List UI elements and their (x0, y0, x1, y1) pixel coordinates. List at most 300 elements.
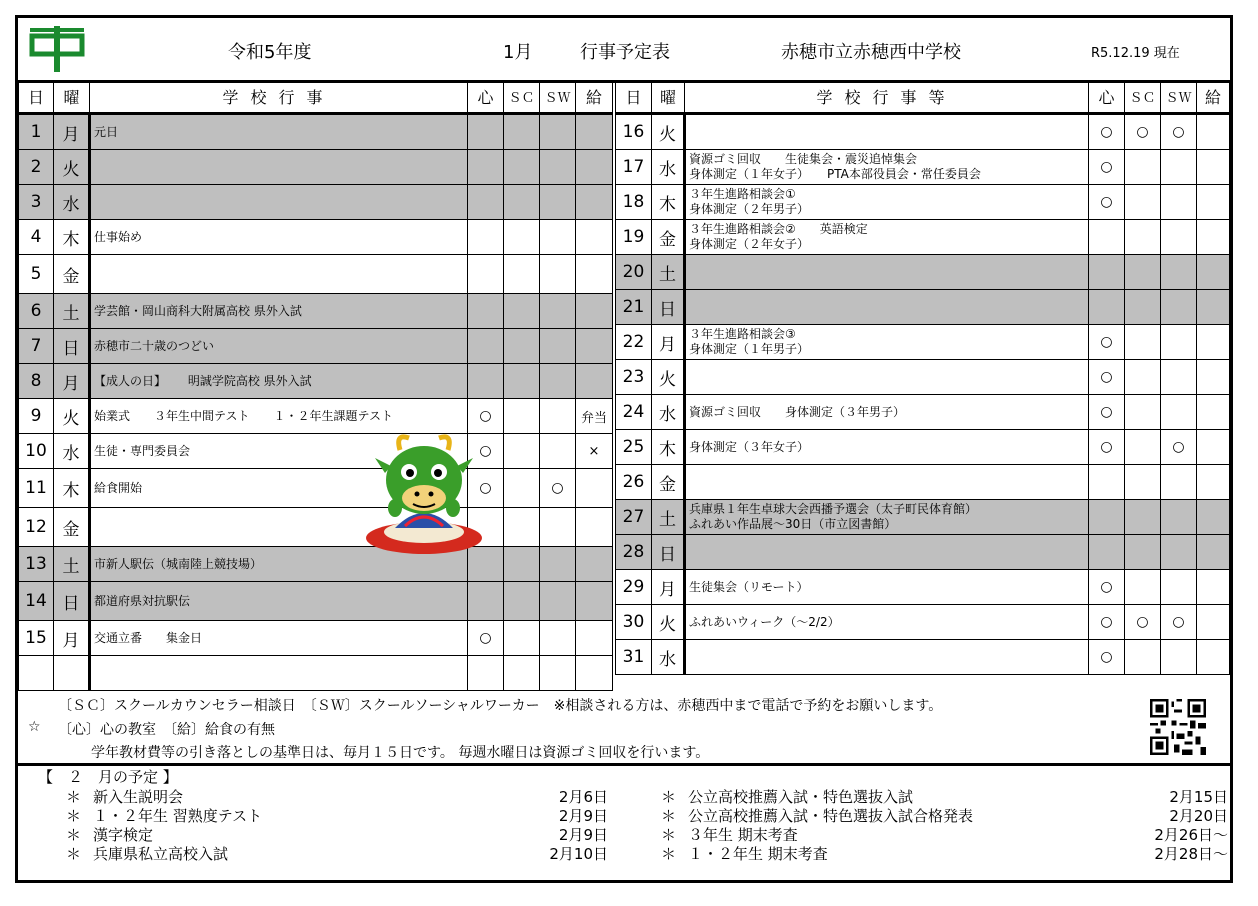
event-text: 仕事始め (90, 220, 468, 255)
day-of-week: 水 (652, 395, 685, 430)
mark-sw (1161, 360, 1197, 395)
event-text (685, 255, 1089, 290)
event-text: 資源ゴミ回収 生徒集会・震災追悼集会 身体測定（１年女子） PTA本部役員会・常任委員会 (685, 150, 1089, 185)
day-of-week (54, 656, 90, 691)
event-text: 生徒集会（リモート） (685, 570, 1089, 605)
mark-kokoro: ○ (1089, 395, 1125, 430)
header-sc: ＳＣ (504, 81, 540, 114)
mark-kokoro: ○ (1089, 150, 1125, 185)
mark-sc (1125, 500, 1161, 535)
table-row (616, 360, 1230, 395)
mark-kokoro (468, 329, 504, 364)
february-item-label: 公立高校推薦入試・特色選抜入試 (688, 788, 914, 806)
day-of-week: 火 (652, 605, 685, 640)
mark-sc (1125, 570, 1161, 605)
mark-sw (1161, 395, 1197, 430)
event-text: 市新人駅伝（城南陸上競技場） (90, 547, 468, 582)
event-text: ふれあいウィーク（～2/2） (685, 605, 1089, 640)
mark-sc (504, 434, 540, 469)
mark-kyu (576, 185, 613, 220)
table-row (19, 364, 613, 399)
dragon-mascot-icon (365, 428, 483, 556)
mark-sc (504, 469, 540, 508)
day-of-week: 火 (54, 150, 90, 185)
school-emblem-icon (28, 24, 86, 74)
header-sw: ＳＷ (1161, 81, 1197, 114)
table-row (616, 605, 1230, 640)
table-row (616, 290, 1230, 325)
fiscal-year: 令和5年度 (228, 42, 312, 63)
mark-sc (1125, 430, 1161, 465)
mark-sc (504, 364, 540, 399)
qr-code-icon[interactable] (1150, 699, 1206, 755)
event-text: ３年生進路相談会③ 身体測定（１年男子） (685, 325, 1089, 360)
day-number: 29 (616, 570, 652, 605)
february-item-label: 漢字検定 (93, 826, 154, 844)
mark-sc (1125, 150, 1161, 185)
mark-sc (1125, 360, 1161, 395)
note-legend: 〔心〕心の教室 〔給〕給食の有無 (58, 722, 275, 738)
table-row (616, 465, 1230, 500)
mark-sw: ○ (1161, 605, 1197, 640)
mark-kyu (1197, 605, 1230, 640)
mark-sw: ○ (540, 469, 576, 508)
table-row (19, 469, 613, 508)
day-of-week: 水 (652, 640, 685, 675)
mark-kyu (576, 114, 613, 150)
mark-sc (1125, 290, 1161, 325)
mark-kyu (576, 364, 613, 399)
day-number: 11 (19, 469, 54, 508)
mark-kokoro (468, 185, 504, 220)
calendar-right (615, 80, 1230, 675)
mark-kyu (1197, 465, 1230, 500)
day-number: 26 (616, 465, 652, 500)
header-dow: 曜 (652, 81, 685, 114)
event-text (90, 185, 468, 220)
calendar-left (18, 80, 613, 691)
day-of-week: 土 (652, 500, 685, 535)
mark-kyu (1197, 114, 1230, 150)
mark-sc (1125, 220, 1161, 255)
day-of-week: 月 (652, 570, 685, 605)
page-title: 行事予定表 (580, 42, 670, 63)
mark-kyu (576, 621, 613, 656)
header-kyu: 給 (1197, 81, 1230, 114)
february-item-date: 2月28日～ (1154, 845, 1228, 863)
mark-kyu (1197, 395, 1230, 430)
day-number: 3 (19, 185, 54, 220)
event-text: 都道府県対抗駅伝 (90, 582, 468, 621)
day-of-week: 木 (652, 430, 685, 465)
event-text: 兵庫県１年生卓球大会西播予選会（太子町民体育館） ふれあい作品展～30日（市立図書館） (685, 500, 1089, 535)
day-number: 28 (616, 535, 652, 570)
mark-kokoro (1089, 220, 1125, 255)
day-number: 7 (19, 329, 54, 364)
day-number: 31 (616, 640, 652, 675)
mark-sc (1125, 640, 1161, 675)
mark-sw (1161, 465, 1197, 500)
event-text (90, 656, 468, 691)
mark-kyu (1197, 360, 1230, 395)
mark-sc: ○ (1125, 605, 1161, 640)
mark-sc: ○ (1125, 114, 1161, 150)
event-text (685, 535, 1089, 570)
mark-kyu (576, 469, 613, 508)
title-bar (18, 18, 1230, 83)
mark-kyu (576, 582, 613, 621)
mark-sc (504, 399, 540, 434)
mark-kokoro (468, 364, 504, 399)
table-row (19, 547, 613, 582)
mark-kokoro: ○ (1089, 605, 1125, 640)
day-of-week: 金 (652, 465, 685, 500)
mark-sc (504, 621, 540, 656)
day-number: 9 (19, 399, 54, 434)
mark-kokoro: ○ (468, 469, 504, 508)
event-text: 身体測定（３年女子） (685, 430, 1089, 465)
mark-kyu (1197, 535, 1230, 570)
bullet-icon: ＊ (66, 807, 82, 825)
event-text: 【成人の日】 明誠学院高校 県外入試 (90, 364, 468, 399)
mark-kyu (1197, 255, 1230, 290)
header-sc: ＳＣ (1125, 81, 1161, 114)
february-item-label: ３年生 期末考査 (688, 826, 798, 844)
header-event: 学校行事 (90, 81, 468, 114)
mark-kokoro: ○ (1089, 360, 1125, 395)
mark-sc (1125, 325, 1161, 360)
mark-sw (540, 582, 576, 621)
table-row (19, 220, 613, 255)
day-number: 23 (616, 360, 652, 395)
day-number: 27 (616, 500, 652, 535)
header-kyu: 給 (576, 81, 613, 114)
header-sw: ＳＷ (540, 81, 576, 114)
mark-kokoro: ○ (1089, 640, 1125, 675)
mark-kokoro (1089, 255, 1125, 290)
mark-sc (504, 508, 540, 547)
february-item-date: 2月10日 (549, 845, 608, 863)
day-of-week: 土 (54, 294, 90, 329)
mark-kokoro (1089, 290, 1125, 325)
header-day: 日 (19, 81, 54, 114)
event-text (685, 360, 1089, 395)
mark-sw (540, 508, 576, 547)
table-row (19, 399, 613, 434)
day-number: 4 (19, 220, 54, 255)
mark-kokoro (1089, 535, 1125, 570)
mark-sc (1125, 255, 1161, 290)
day-of-week: 水 (54, 185, 90, 220)
header-dow: 曜 (54, 81, 90, 114)
event-text (90, 150, 468, 185)
day-of-week: 日 (652, 290, 685, 325)
mark-sw (1161, 325, 1197, 360)
day-of-week: 月 (54, 364, 90, 399)
day-of-week: 火 (54, 399, 90, 434)
event-text (685, 465, 1089, 500)
table-row (616, 640, 1230, 675)
table-row (616, 114, 1230, 150)
day-number (19, 656, 54, 691)
day-number: 2 (19, 150, 54, 185)
mark-sw (540, 220, 576, 255)
month-label: 1月 (503, 42, 533, 63)
february-item-date: 2月9日 (558, 826, 608, 844)
mark-kyu: 弁当 (576, 399, 613, 434)
mark-kyu (1197, 500, 1230, 535)
mark-sw: ○ (1161, 114, 1197, 150)
day-number: 22 (616, 325, 652, 360)
day-number: 12 (19, 508, 54, 547)
day-number: 13 (19, 547, 54, 582)
mark-sc (504, 150, 540, 185)
mark-sw (1161, 570, 1197, 605)
february-item-label: 公立高校推薦入試・特色選抜入試合格発表 (688, 807, 974, 825)
table-row (19, 114, 613, 150)
table-row (19, 255, 613, 294)
mark-kokoro (468, 294, 504, 329)
mark-sc (1125, 535, 1161, 570)
mark-kokoro: ○ (1089, 325, 1125, 360)
table-row (616, 570, 1230, 605)
mark-kokoro: ○ (468, 621, 504, 656)
mark-sw (1161, 500, 1197, 535)
mark-kyu (576, 656, 613, 691)
day-of-week: 月 (652, 325, 685, 360)
mark-sw (540, 621, 576, 656)
day-of-week: 日 (652, 535, 685, 570)
mark-kyu (1197, 325, 1230, 360)
bullet-icon: ＊ (661, 845, 677, 863)
table-row (616, 395, 1230, 430)
mark-sc (1125, 395, 1161, 430)
day-of-week: 月 (54, 114, 90, 150)
bullet-icon: ＊ (66, 826, 82, 844)
day-number: 18 (616, 185, 652, 220)
day-number: 16 (616, 114, 652, 150)
day-number: 21 (616, 290, 652, 325)
header-kokoro: 心 (1089, 81, 1125, 114)
school-name: 赤穂市立赤穂西中学校 (781, 42, 961, 63)
mark-kokoro (468, 114, 504, 150)
mark-kokoro (1089, 500, 1125, 535)
day-number: 15 (19, 621, 54, 656)
event-text (90, 255, 468, 294)
mark-kokoro (468, 150, 504, 185)
day-number: 19 (616, 220, 652, 255)
february-item-label: １・２年生 習熟度テスト (93, 807, 263, 825)
mark-kokoro: ○ (1089, 430, 1125, 465)
mark-kyu (576, 150, 613, 185)
mark-sw (540, 656, 576, 691)
mark-sw (540, 294, 576, 329)
table-row (616, 185, 1230, 220)
day-of-week: 土 (54, 547, 90, 582)
mark-sw (1161, 150, 1197, 185)
event-text: ３年生進路相談会② 英語検定 身体測定（２年女子） (685, 220, 1089, 255)
mark-sc (504, 185, 540, 220)
day-of-week: 金 (652, 220, 685, 255)
bullet-icon: ＊ (66, 845, 82, 863)
table-row (19, 185, 613, 220)
table-row (616, 255, 1230, 290)
bullet-icon: ＊ (661, 826, 677, 844)
mark-sc (1125, 465, 1161, 500)
day-number: 25 (616, 430, 652, 465)
mark-kyu: × (576, 434, 613, 469)
event-text: 給食開始 (90, 469, 468, 508)
day-number: 10 (19, 434, 54, 469)
event-text: 資源ゴミ回収 身体測定（３年男子） (685, 395, 1089, 430)
table-row (19, 582, 613, 621)
mark-sw (540, 185, 576, 220)
table-row (616, 535, 1230, 570)
day-of-week: 日 (54, 582, 90, 621)
table-row (19, 656, 613, 691)
table-row (19, 434, 613, 469)
day-of-week: 火 (652, 114, 685, 150)
day-number: 17 (616, 150, 652, 185)
mark-sw (540, 547, 576, 582)
february-schedule (18, 766, 1230, 882)
day-of-week: 日 (54, 329, 90, 364)
day-number: 20 (616, 255, 652, 290)
event-text (685, 640, 1089, 675)
note-counselor: 〔ＳＣ〕スクールカウンセラー相談日 〔ＳＷ〕スクールソーシャルワーカー ※相談される方は、赤穂西中まで電話で予約をお願いします。 (58, 698, 943, 714)
day-of-week: 月 (54, 621, 90, 656)
mark-kyu (1197, 290, 1230, 325)
mark-sw (540, 364, 576, 399)
mark-kyu (576, 220, 613, 255)
mark-kokoro: ○ (1089, 114, 1125, 150)
mark-kokoro: ○ (468, 399, 504, 434)
day-of-week: 水 (652, 150, 685, 185)
february-item-date: 2月15日 (1169, 788, 1228, 806)
event-text: ３年生進路相談会① 身体測定（２年男子） (685, 185, 1089, 220)
day-of-week: 水 (54, 434, 90, 469)
bullet-icon: ＊ (66, 788, 82, 806)
day-number: 5 (19, 255, 54, 294)
mark-kokoro (1089, 465, 1125, 500)
event-text: 交通立番 集金日 (90, 621, 468, 656)
day-number: 6 (19, 294, 54, 329)
mark-kyu (576, 508, 613, 547)
mark-sw (1161, 640, 1197, 675)
mark-kokoro (468, 656, 504, 691)
mark-sw (540, 329, 576, 364)
day-of-week: 火 (652, 360, 685, 395)
table-row (616, 220, 1230, 255)
mark-kyu (1197, 570, 1230, 605)
mark-sw (1161, 185, 1197, 220)
day-number: 14 (19, 582, 54, 621)
table-row (616, 500, 1230, 535)
february-item-date: 2月9日 (558, 807, 608, 825)
mark-sc (504, 294, 540, 329)
event-text (685, 290, 1089, 325)
mark-sw (540, 399, 576, 434)
mark-sw (540, 255, 576, 294)
table-row (616, 430, 1230, 465)
mark-sc (504, 656, 540, 691)
mark-kokoro (468, 220, 504, 255)
mark-sw (1161, 220, 1197, 255)
event-text: 学芸館・岡山商科大附属高校 県外入試 (90, 294, 468, 329)
mark-kokoro: ○ (1089, 570, 1125, 605)
mark-sc (504, 582, 540, 621)
day-of-week: 金 (54, 255, 90, 294)
mark-sc (504, 220, 540, 255)
event-text: 始業式 ３年生中間テスト １・２年生課題テスト (90, 399, 468, 434)
mark-sw (540, 150, 576, 185)
bullet-icon: ＊ (661, 788, 677, 806)
star-icon: ☆ (28, 719, 41, 735)
notes-section (18, 689, 1230, 766)
mark-sw (1161, 535, 1197, 570)
table-row (616, 150, 1230, 185)
mark-sc (504, 114, 540, 150)
mark-sw: ○ (1161, 430, 1197, 465)
mark-sw (1161, 255, 1197, 290)
day-number: 8 (19, 364, 54, 399)
mark-kyu (1197, 430, 1230, 465)
event-text: 赤穂市二十歳のつどい (90, 329, 468, 364)
table-row (19, 150, 613, 185)
table-row (19, 621, 613, 656)
mark-sc (504, 255, 540, 294)
event-text (685, 114, 1089, 150)
day-number: 30 (616, 605, 652, 640)
table-row (19, 508, 613, 547)
mark-kyu (1197, 185, 1230, 220)
header-kokoro: 心 (468, 81, 504, 114)
mark-kyu (576, 255, 613, 294)
mark-kyu (1197, 640, 1230, 675)
mark-sw (1161, 290, 1197, 325)
as-of-date: R5.12.19 現在 (1091, 46, 1180, 61)
day-of-week: 木 (54, 220, 90, 255)
day-of-week: 金 (54, 508, 90, 547)
mark-sc (1125, 185, 1161, 220)
february-item-label: 兵庫県私立高校入試 (93, 845, 229, 863)
february-item-date: 2月26日～ (1154, 826, 1228, 844)
mark-kokoro (468, 582, 504, 621)
day-of-week: 木 (652, 185, 685, 220)
mark-kyu (576, 329, 613, 364)
bullet-icon: ＊ (661, 807, 677, 825)
table-row (19, 329, 613, 364)
mark-sw (540, 114, 576, 150)
mark-kyu (576, 547, 613, 582)
table-row (616, 325, 1230, 360)
day-number: 1 (19, 114, 54, 150)
february-title: 【 ２ 月の予定 】 (38, 768, 178, 786)
header-day: 日 (616, 81, 652, 114)
february-item-label: 新入生説明会 (93, 788, 184, 806)
mark-sc (504, 547, 540, 582)
day-number: 24 (616, 395, 652, 430)
event-text: 生徒・専門委員会 (90, 434, 468, 469)
header-event: 学校行事等 (685, 81, 1089, 114)
mark-kyu (1197, 220, 1230, 255)
day-of-week: 土 (652, 255, 685, 290)
mark-sw (540, 434, 576, 469)
mark-kyu (1197, 150, 1230, 185)
mark-kokoro (468, 255, 504, 294)
note-fees: 学年教材費等の引き落としの基準日は、毎月１５日です。 毎週水曜日は資源ゴミ回収を行います。 (91, 745, 710, 761)
mark-sc (504, 329, 540, 364)
